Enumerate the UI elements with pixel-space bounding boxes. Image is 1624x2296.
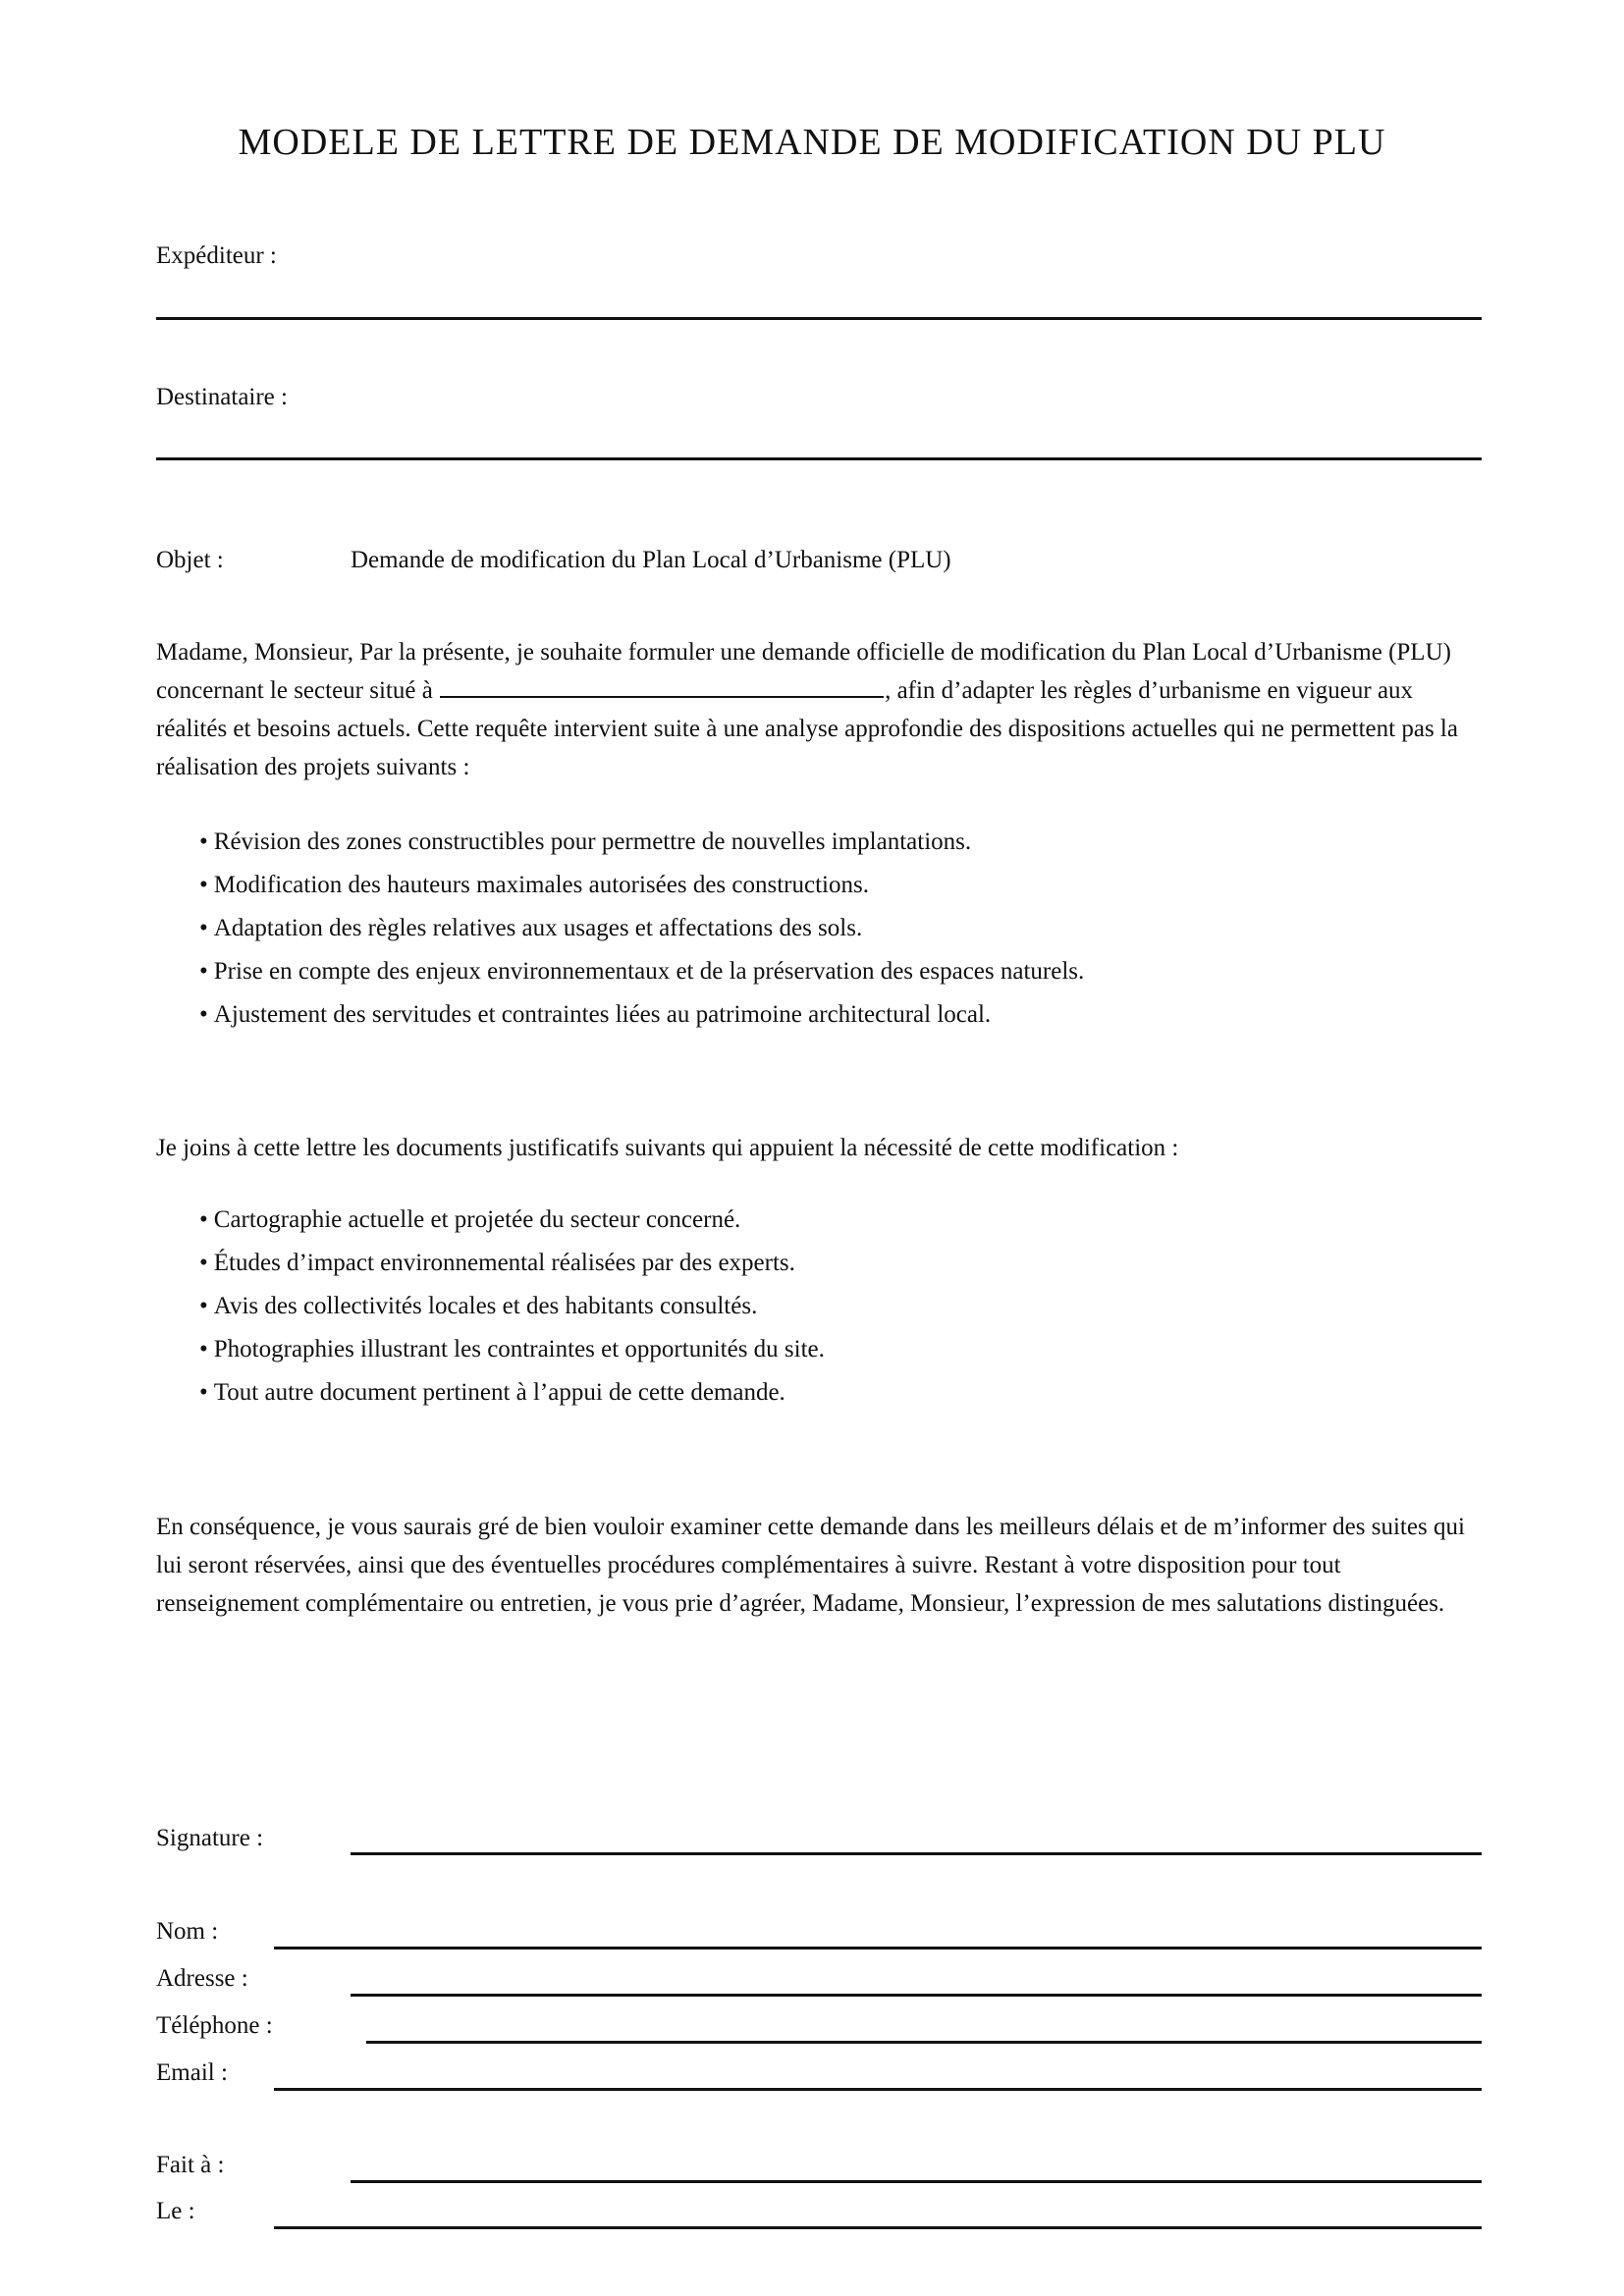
email-line[interactable] [274, 2088, 1482, 2091]
intro-text-part2: , afin d’adapter les règles d’urbanisme en vigueur aux réalités et besoins actuels. Cette requête intervient suite à une analyse approfondie des dispositions actuelles qui ne permettent pas la réalisation des projets suivants : [156, 677, 1458, 780]
list-item [199, 1328, 825, 1371]
bullet-icon: • [199, 872, 208, 898]
signature-label: Signature : [156, 1825, 264, 1851]
projects-list [199, 821, 1084, 1037]
nom-line[interactable] [274, 1947, 1482, 1949]
list-item-text: Études d’impact environnemental réalisées par des experts. [213, 1250, 795, 1276]
bullet-icon: • [199, 828, 208, 855]
bullet-icon: • [199, 1379, 208, 1406]
list-item [199, 1242, 825, 1285]
list-item-text: Photographies illustrant les contraintes et opportunités du site. [213, 1336, 825, 1362]
intro-paragraph [156, 633, 1482, 786]
list-item-text: Modification des hauteurs maximales autorisées des constructions. [213, 872, 869, 898]
nom-label: Nom : [156, 1918, 219, 1945]
le-label: Le : [156, 2198, 195, 2224]
list-item-text: Ajustement des servitudes et contraintes liées au patrimoine architectural local. [213, 1001, 992, 1028]
bullet-icon: • [199, 1293, 208, 1319]
conclusion-paragraph: En conséquence, je vous saurais gré de bien vouloir examiner cette demande dans les meilleurs délais et de m’informer des suites qui lui seront réservées, ainsi que des éventuelles procédures complémentaires à suivre. Restant à votre disposition pour tout renseignement complémentaire ou entretien, je vous prie d’agréer, Madame, Monsieur, l’expression de mes salutations distinguées. [156, 1514, 1465, 1617]
documents-list [199, 1199, 825, 1415]
list-item [199, 950, 1084, 993]
list-item [199, 864, 1084, 907]
bullet-icon: • [199, 915, 208, 941]
list-item-text: Prise en compte des enjeux environnementaux et de la préservation des espaces naturels. [213, 958, 1085, 985]
signature-line[interactable] [351, 1852, 1482, 1855]
list-item [199, 907, 1084, 950]
list-item-text: Cartographie actuelle et projetée du secteur concerné. [213, 1206, 741, 1233]
email-label: Email : [156, 2059, 228, 2086]
list-item [199, 993, 1084, 1037]
list-item [199, 1285, 825, 1328]
list-item [199, 1371, 825, 1415]
expediteur-label: Expéditeur : [156, 242, 277, 269]
fait-a-label: Fait à : [156, 2152, 225, 2178]
adresse-label: Adresse : [156, 1965, 248, 1992]
bullet-icon: • [199, 1206, 208, 1233]
list-item-text: Avis des collectivités locales et des habitants consultés. [213, 1293, 758, 1319]
destinataire-line[interactable] [156, 457, 1482, 460]
documents-intro: Je joins à cette lettre les documents justificatifs suivants qui appuient la nécessité de cette modification : [156, 1135, 1179, 1161]
secteur-blank[interactable] [440, 674, 884, 698]
list-item [199, 821, 1084, 864]
document-title: MODELE DE LETTRE DE DEMANDE DE MODIFICATION DU PLU [238, 122, 1386, 163]
list-item-text: Révision des zones constructibles pour permettre de nouvelles implantations. [213, 828, 972, 855]
objet-value: Demande de modification du Plan Local d’Urbanisme (PLU) [351, 547, 951, 573]
telephone-line[interactable] [366, 2041, 1482, 2044]
le-line[interactable] [274, 2226, 1482, 2229]
bullet-icon: • [199, 1250, 208, 1276]
expediteur-line[interactable] [156, 317, 1482, 320]
list-item-text: Adaptation des règles relatives aux usages et affectations des sols. [213, 915, 863, 941]
telephone-label: Téléphone : [156, 2012, 273, 2039]
list-item-text: Tout autre document pertinent à l’appui de cette demande. [213, 1379, 785, 1406]
intro-text-part1: Madame, Monsieur, Par la présente, je souhaite formuler une demande officielle de modification du Plan Local d’Urbanisme (PLU) concernant le secteur situé à [156, 639, 1451, 704]
objet-label: Objet : [156, 547, 224, 573]
destinataire-label: Destinataire : [156, 384, 288, 410]
bullet-icon: • [199, 1336, 208, 1362]
bullet-icon: • [199, 958, 208, 985]
adresse-line[interactable] [351, 1994, 1482, 1997]
fait-a-line[interactable] [351, 2180, 1482, 2183]
list-item [199, 1199, 825, 1242]
bullet-icon: • [199, 1001, 208, 1028]
